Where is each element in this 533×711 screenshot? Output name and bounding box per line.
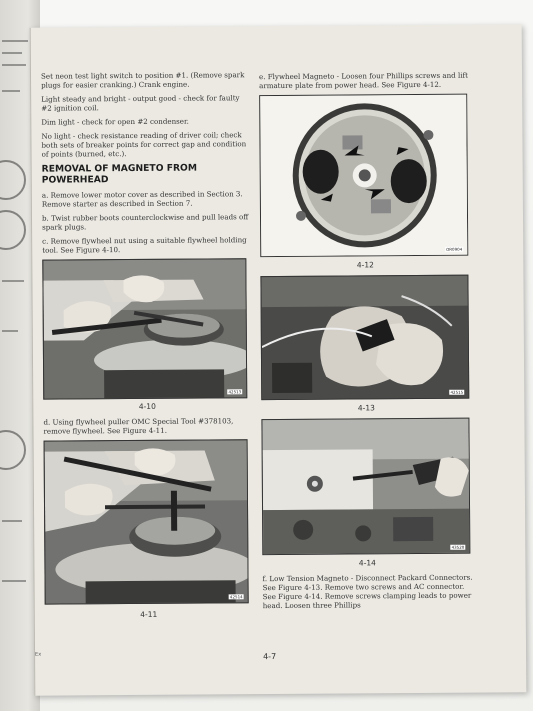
figure-caption: 4-12 bbox=[356, 260, 374, 270]
step-e: e. Flywheel Magneto - Loosen four Phillips screws and lift armature plate from power head. See Figure 4-12. bbox=[258, 70, 469, 91]
photo-id-label: 43520 bbox=[451, 544, 465, 550]
photo-id-label: 42515 bbox=[450, 389, 464, 395]
flywheel-puller-image bbox=[45, 440, 249, 604]
page-number: 4-7 bbox=[263, 652, 277, 662]
photo-id-label: 42513 bbox=[228, 389, 242, 395]
scribble-line bbox=[2, 520, 22, 522]
paragraph-light-steady: Light steady and bright - output good - check for faulty #2 ignition coil. bbox=[41, 93, 240, 113]
figure-4-10-photo bbox=[42, 258, 247, 399]
left-column bbox=[41, 70, 253, 619]
figure-4-12-photo bbox=[259, 94, 468, 257]
right-column bbox=[259, 71, 473, 615]
flywheel-nut-removal-image bbox=[43, 259, 247, 399]
figure-4-14-photo bbox=[261, 418, 470, 555]
figure-4-13-photo bbox=[260, 275, 469, 400]
figure-4-11-photo bbox=[44, 439, 249, 604]
scribble-line bbox=[2, 580, 26, 582]
paragraph-no-light: No light - check resistance reading of driver coil; check both sets of breaker points for correct gap and condition of points (burned, etc.). bbox=[41, 130, 247, 159]
armature-plate-image bbox=[260, 95, 468, 257]
step-c: c. Remove flywheel nut using a suitable flywheel holding tool. See Figure 4-10. bbox=[42, 235, 247, 255]
ac-connector-screws-image bbox=[262, 419, 470, 555]
figure-caption: 4-10 bbox=[138, 401, 156, 411]
paragraph-dim-light: Dim light - check for open #2 condenser. bbox=[41, 116, 189, 127]
figure-caption: 4-13 bbox=[357, 403, 375, 413]
scribble-line bbox=[2, 330, 18, 332]
diagram-circle bbox=[0, 160, 26, 200]
diagram-circle bbox=[0, 210, 26, 250]
step-d: d. Using flywheel puller OMC Special Tool #378103, remove flywheel. See Figure 4-11. bbox=[43, 416, 234, 436]
figure-caption: 4-14 bbox=[358, 558, 376, 568]
step-b: b. Twist rubber boots counterclockwise and pull leads off spark plugs. bbox=[41, 212, 249, 232]
corner-mark: Ex bbox=[35, 651, 42, 658]
step-f: f. Low Tension Magneto - Disconnect Packard Connectors. See Figure 4-13. Remove two screws and AC connector. See Figure 4-14. Remove screws clamping leads to power head. Loosen three Phillips bbox=[262, 572, 473, 611]
paragraph-test-light: Set neon test light switch to position #1. (Remove spark plugs for easier cranking.) Crank engine. bbox=[40, 70, 245, 90]
step-a: a. Remove lower motor cover as described in Section 3. Remove starter as described in Section 7. bbox=[41, 189, 243, 209]
photo-id-label: 42514 bbox=[229, 594, 243, 600]
scribble-line bbox=[2, 40, 28, 42]
manual-page bbox=[30, 24, 527, 695]
section-heading: REMOVAL OF MAGNETO FROM POWERHEAD bbox=[41, 162, 198, 186]
diagram-circle bbox=[0, 430, 26, 470]
scribble-line bbox=[2, 64, 26, 66]
scribble-line bbox=[2, 90, 20, 92]
packard-connector-image bbox=[261, 276, 469, 400]
photo-id-label: OR0904 bbox=[446, 246, 463, 252]
figure-caption: 4-11 bbox=[140, 609, 158, 619]
scribble-line bbox=[2, 52, 22, 54]
scribble-line bbox=[2, 280, 24, 282]
